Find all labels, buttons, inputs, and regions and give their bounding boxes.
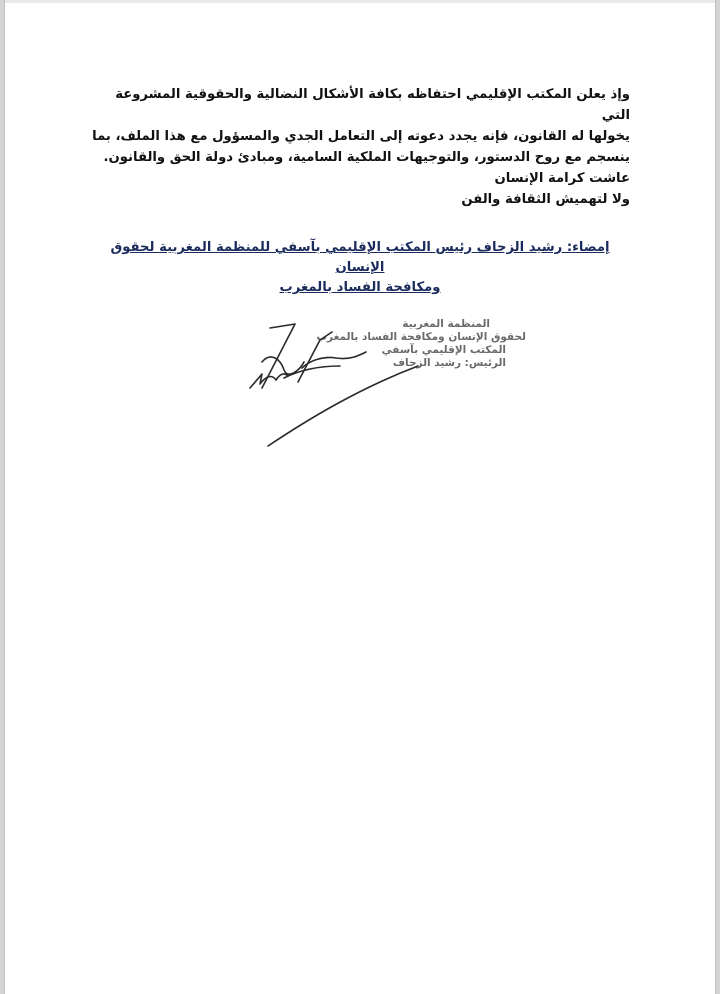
signature-caption-line: ومكافحة الفساد بالمغرب bbox=[279, 280, 441, 295]
handwritten-signature bbox=[240, 318, 440, 458]
slogan-line: ولا لتهميش الثقافة والفن bbox=[461, 192, 630, 207]
stamp-line: لحقوق الإنسان ومكافحة الفساد بالمغرب bbox=[316, 331, 526, 343]
signature-stroke bbox=[268, 366, 418, 446]
signature-stroke bbox=[262, 324, 295, 388]
page-top-edge bbox=[0, 0, 720, 3]
paragraph-line: وإذ يعلن المكتب الإقليمي احتفاظه بكافة الأشكال النضالية والحقوقية المشروعة التي bbox=[115, 87, 630, 123]
signature-stroke bbox=[250, 374, 288, 388]
stamp-line: المنظمة المغربية bbox=[402, 318, 490, 330]
signature-stroke bbox=[284, 366, 340, 378]
signature-caption bbox=[90, 238, 630, 298]
slogan-line: عاشت كرامة الإنسان bbox=[494, 171, 630, 186]
page-left-edge bbox=[0, 0, 5, 994]
statement-paragraph bbox=[90, 84, 630, 210]
paragraph-line: ينسجم مع روح الدستور، والتوجيهات الملكية السامية، ومبادئ دولة الحق والقانون. bbox=[103, 150, 630, 165]
paragraph-line: يخولها له القانون، فإنه يجدد دعوته إلى التعامل الجدي والمسؤول مع هذا الملف، بما bbox=[92, 129, 630, 144]
stamp-line: المكتب الإقليمي بآسفي bbox=[381, 344, 506, 356]
stamp-line: الرئيس: رشيد الزحاف bbox=[392, 357, 506, 369]
page-right-edge bbox=[715, 0, 720, 994]
signature-caption-line: إمضاء: رشيد الزحاف رئيس المكتب الإقليمي بآسفي للمنظمة المغربية لحقوق الإنسان bbox=[110, 240, 610, 275]
